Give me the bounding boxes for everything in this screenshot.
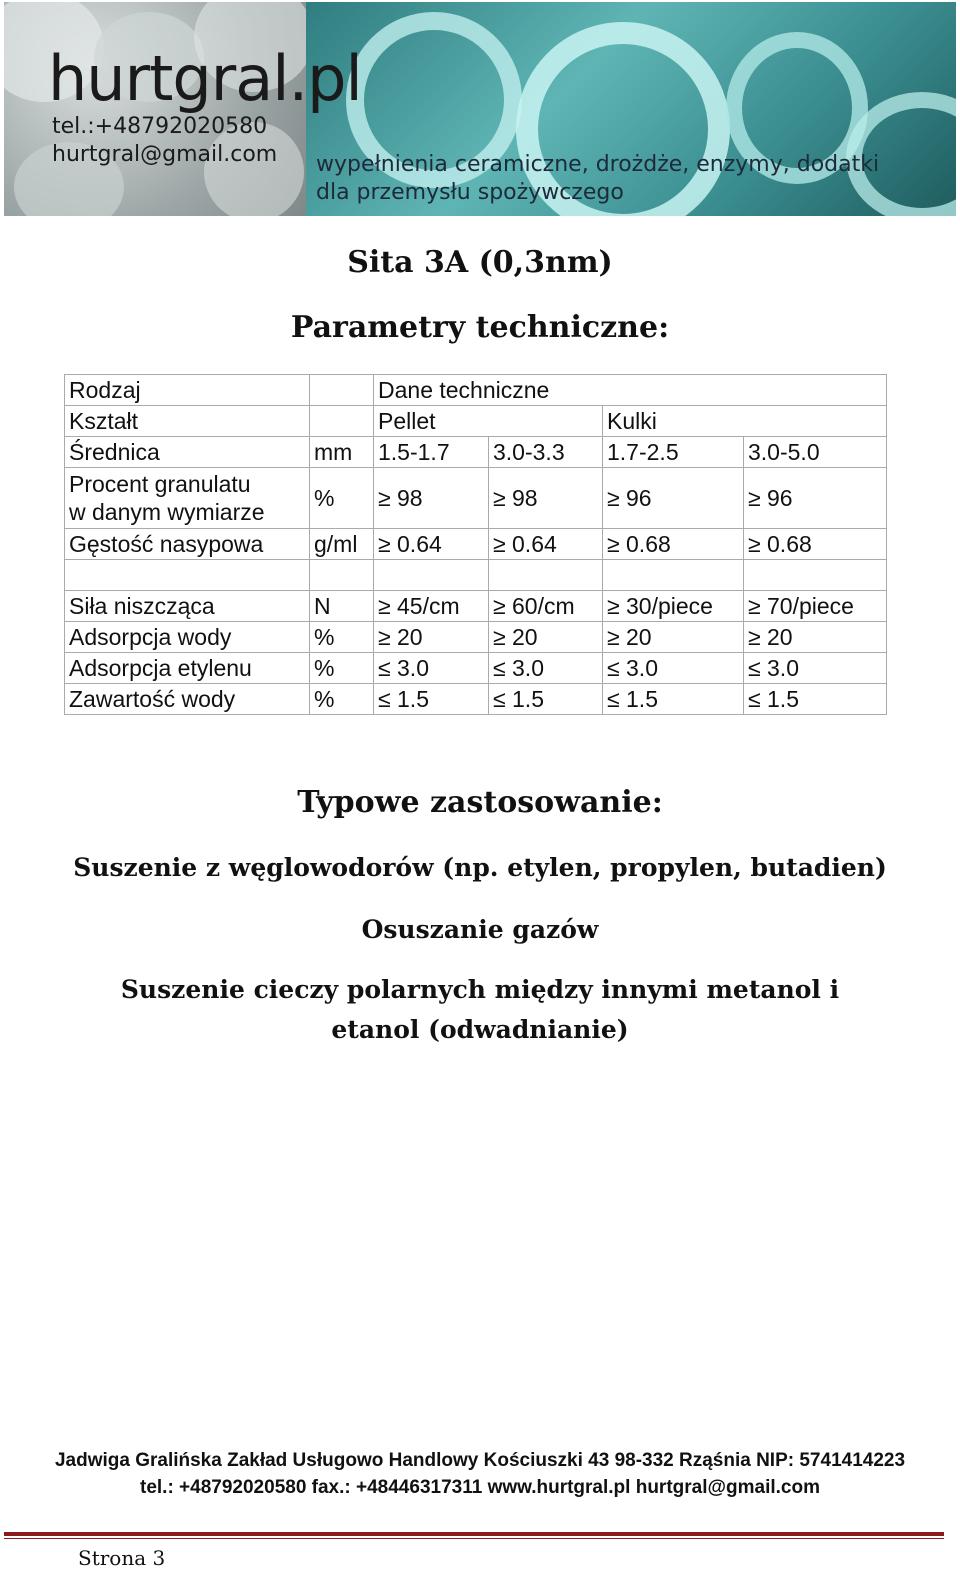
page-number: Strona 3 bbox=[78, 1546, 166, 1570]
footer-divider-thin bbox=[4, 1538, 944, 1539]
footer-company-info: Jadwiga Gralińska Zakład Usługowo Handlowy Kościuszki 43 98-332 Rząśnia NIP: 5741414223 bbox=[54, 1450, 906, 1471]
table-cell: Średnica bbox=[65, 437, 310, 468]
table-row bbox=[65, 437, 887, 468]
table-cell: ≥ 0.68 bbox=[744, 529, 887, 560]
table-cell: ≥ 96 bbox=[744, 468, 887, 529]
table-row-header bbox=[65, 375, 887, 406]
table-cell bbox=[603, 560, 744, 591]
table-cell: 1.7-2.5 bbox=[603, 437, 744, 468]
table-cell: 1.5-1.7 bbox=[374, 437, 489, 468]
table-row bbox=[65, 684, 887, 715]
table-cell bbox=[489, 560, 603, 591]
table-cell: Rodzaj bbox=[65, 375, 310, 406]
table-cell bbox=[374, 560, 489, 591]
table-cell: Siła niszcząca bbox=[65, 591, 310, 622]
table-row-shape bbox=[65, 406, 887, 437]
usage-item: Osuszanie gazów bbox=[361, 915, 599, 944]
table-cell: Adsorpcja etylenu bbox=[65, 653, 310, 684]
table-cell: % bbox=[310, 684, 374, 715]
table-cell: ≥ 70/piece bbox=[744, 591, 887, 622]
table-cell: Kulki bbox=[603, 406, 887, 437]
table-cell: Procent granulatu w danym wymiarze bbox=[65, 468, 310, 529]
table-cell: Dane techniczne bbox=[374, 375, 887, 406]
table-row bbox=[65, 591, 887, 622]
table-cell: % bbox=[310, 468, 374, 529]
table-cell: ≥ 60/cm bbox=[489, 591, 603, 622]
table-row bbox=[65, 529, 887, 560]
table-cell: ≥ 0.68 bbox=[603, 529, 744, 560]
table-cell: ≥ 0.64 bbox=[374, 529, 489, 560]
table-cell: mm bbox=[310, 437, 374, 468]
table-cell bbox=[65, 560, 310, 591]
table-cell: Zawartość wody bbox=[65, 684, 310, 715]
banner-email: hurtgral@gmail.com bbox=[52, 142, 278, 167]
table-cell: ≤ 1.5 bbox=[603, 684, 744, 715]
footer-contact-info: tel.: +48792020580 fax.: +48446317311 www.hurtgral.pl hurtgral@gmail.com bbox=[140, 1477, 820, 1498]
table-row bbox=[65, 653, 887, 684]
table-cell: % bbox=[310, 622, 374, 653]
table-cell: g/ml bbox=[310, 529, 374, 560]
page-title: Sita 3A (0,3nm) bbox=[347, 245, 613, 280]
table-cell bbox=[310, 560, 374, 591]
table-cell bbox=[310, 375, 374, 406]
table-cell bbox=[744, 560, 887, 591]
table-cell: ≥ 20 bbox=[603, 622, 744, 653]
usage-item: Suszenie z węglowodorów (np. etylen, propylen, butadien) bbox=[73, 853, 887, 882]
table-cell: ≤ 1.5 bbox=[489, 684, 603, 715]
table-cell: ≥ 98 bbox=[489, 468, 603, 529]
table-cell: ≤ 3.0 bbox=[603, 653, 744, 684]
table-cell: Pellet bbox=[374, 406, 603, 437]
table-cell: ≥ 96 bbox=[603, 468, 744, 529]
banner-tagline-2: dla przemysłu spożywczego bbox=[316, 180, 624, 205]
table-cell: Kształt bbox=[65, 406, 310, 437]
table-cell: ≤ 3.0 bbox=[374, 653, 489, 684]
banner-phone: tel.:+48792020580 bbox=[52, 114, 268, 139]
table-cell bbox=[310, 406, 374, 437]
table-cell: 3.0-5.0 bbox=[744, 437, 887, 468]
table-cell: Adsorpcja wody bbox=[65, 622, 310, 653]
table-cell: ≥ 0.64 bbox=[489, 529, 603, 560]
table-row-empty bbox=[65, 560, 887, 591]
table-cell: ≥ 20 bbox=[374, 622, 489, 653]
table-row bbox=[65, 622, 887, 653]
table-cell: Gęstość nasypowa bbox=[65, 529, 310, 560]
table-cell: ≥ 30/piece bbox=[603, 591, 744, 622]
header-banner bbox=[4, 2, 956, 216]
table-row bbox=[65, 468, 887, 529]
technical-parameters-table bbox=[64, 374, 887, 715]
table-cell: ≤ 3.0 bbox=[489, 653, 603, 684]
table-cell: % bbox=[310, 653, 374, 684]
usage-item: Suszenie cieczy polarnych między innymi metanol i etanol (odwadnianie) bbox=[120, 975, 840, 1044]
params-heading: Parametry techniczne: bbox=[290, 310, 670, 345]
banner-tagline-1: wypełnienia ceramiczne, drożdże, enzymy, dodatki bbox=[316, 152, 880, 177]
site-logo: hurtgral.pl bbox=[48, 42, 362, 115]
footer-divider bbox=[4, 1532, 944, 1536]
table-cell: 3.0-3.3 bbox=[489, 437, 603, 468]
table-cell: ≥ 20 bbox=[744, 622, 887, 653]
table-cell: ≤ 3.0 bbox=[744, 653, 887, 684]
table-cell: ≤ 1.5 bbox=[744, 684, 887, 715]
table-cell: ≥ 45/cm bbox=[374, 591, 489, 622]
usage-heading: Typowe zastosowanie: bbox=[297, 785, 663, 820]
table-cell: ≤ 1.5 bbox=[374, 684, 489, 715]
table-cell: ≥ 20 bbox=[489, 622, 603, 653]
table-cell: ≥ 98 bbox=[374, 468, 489, 529]
table-cell: N bbox=[310, 591, 374, 622]
